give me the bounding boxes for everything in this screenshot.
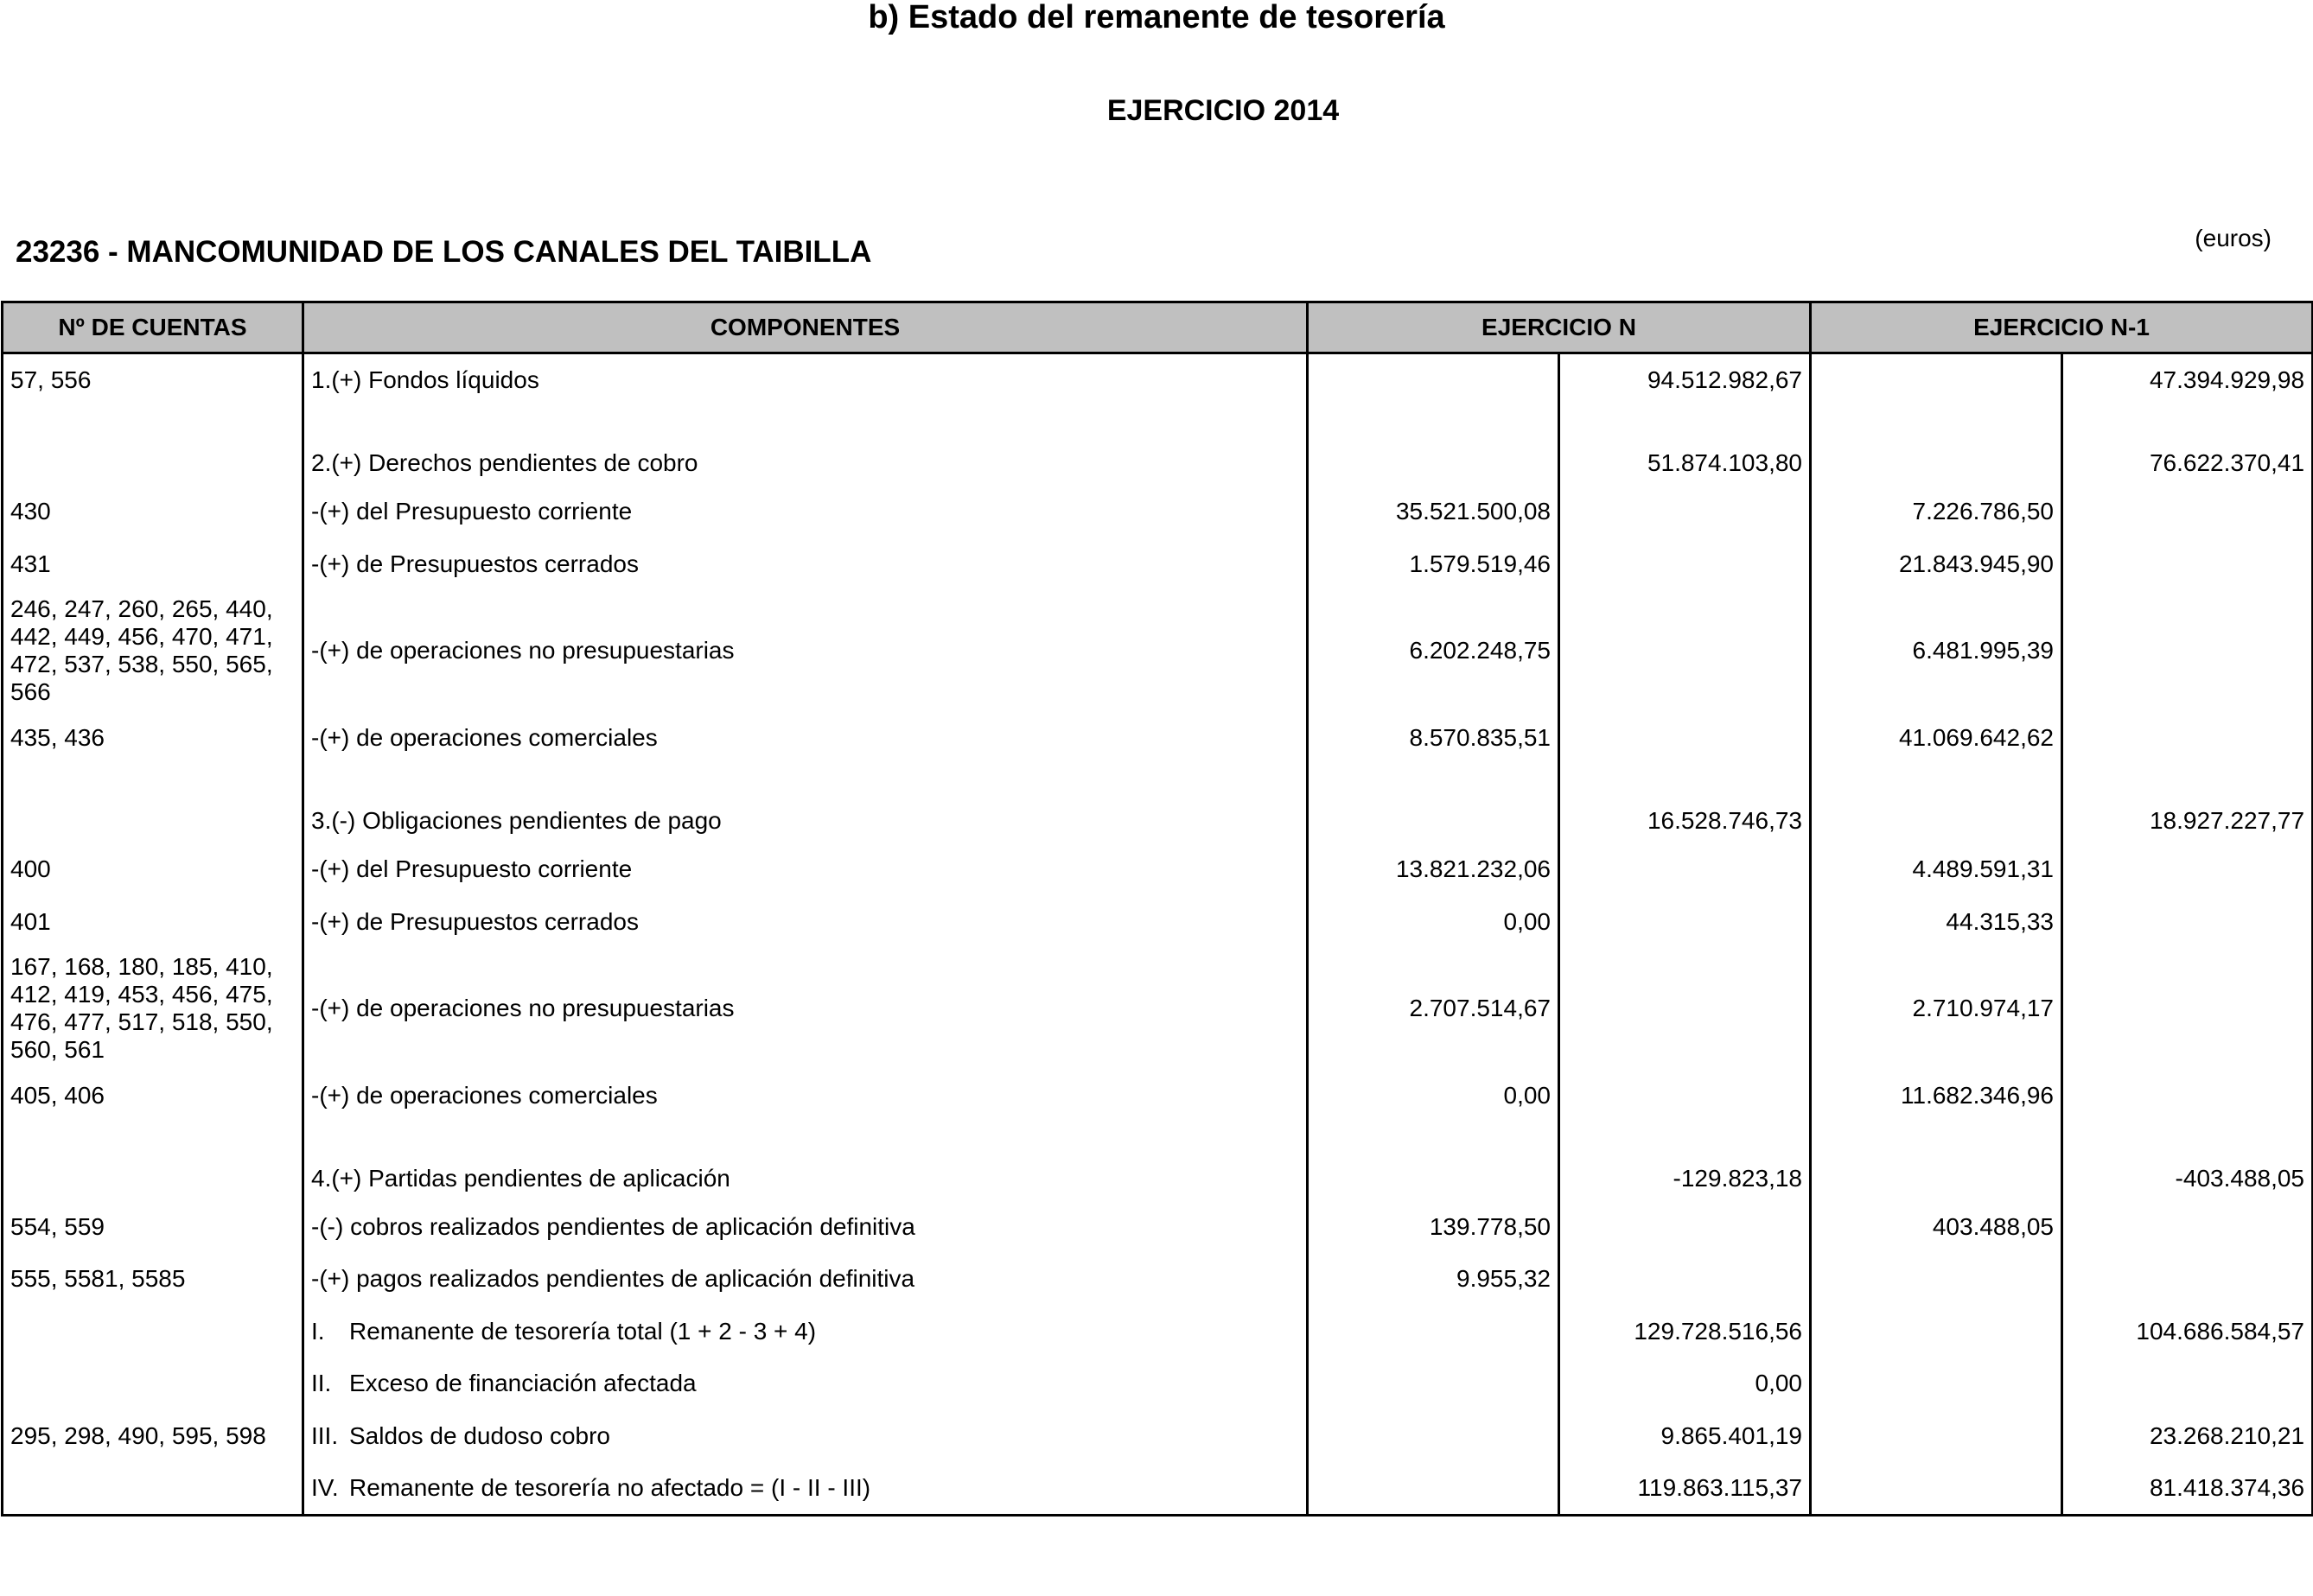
component-cell: 3.(-) Obligaciones pendientes de pago <box>303 764 1308 843</box>
roman-numeral: IV. <box>311 1474 339 1501</box>
accounts-cell: 400 <box>3 843 303 895</box>
table-row <box>3 537 2313 590</box>
year-n1-detail-cell: 44.315,33 <box>1811 895 2062 948</box>
accounts-cell <box>3 1358 303 1409</box>
year-n1-total-cell: 47.394.929,98 <box>2062 353 2313 407</box>
component-cell <box>303 1409 1308 1462</box>
table-row <box>3 1305 2313 1358</box>
year-n1-total-cell <box>2062 1253 2313 1305</box>
year-n1-detail-cell: 2.710.974,17 <box>1811 948 2062 1069</box>
year-n-total-cell: 51.874.103,80 <box>1559 406 1811 486</box>
accounts-cell: 401 <box>3 895 303 948</box>
year-n1-total-cell <box>2062 843 2313 895</box>
component-cell <box>303 1358 1308 1409</box>
accounts-cell <box>3 764 303 843</box>
accounts-cell <box>3 1305 303 1358</box>
accounts-cell: 57, 556 <box>3 353 303 407</box>
year-n-detail-cell <box>1308 1358 1559 1409</box>
table-row <box>3 1462 2313 1516</box>
table-row <box>3 895 2313 948</box>
table-row <box>3 1409 2313 1462</box>
year-n-total-cell <box>1559 711 1811 764</box>
year-n1-detail-cell: 6.481.995,39 <box>1811 590 2062 711</box>
entity-name: 23236 - MANCOMUNIDAD DE LOS CANALES DEL TAIBILLA <box>16 235 872 269</box>
year-n-total-cell <box>1559 486 1811 537</box>
year-n-total-cell: 129.728.516,56 <box>1559 1305 1811 1358</box>
year-n-detail-cell: 6.202.248,75 <box>1308 590 1559 711</box>
year-n1-detail-cell <box>1811 353 2062 407</box>
accounts-cell: 555, 5581, 5585 <box>3 1253 303 1305</box>
component-cell: -(+) de operaciones no presupuestarias <box>303 590 1308 711</box>
accounts-cell: 431 <box>3 537 303 590</box>
table-row <box>3 1358 2313 1409</box>
component-cell: -(+) de operaciones no presupuestarias <box>303 948 1308 1069</box>
year-n-detail-cell <box>1308 1409 1559 1462</box>
component-label: Remanente de tesorería no afectado = (I - II - III) <box>349 1474 871 1501</box>
year-n1-detail-cell <box>1811 1409 2062 1462</box>
year-n1-total-cell: 23.268.210,21 <box>2062 1409 2313 1462</box>
component-label: Saldos de dudoso cobro <box>349 1421 610 1449</box>
year-n-total-cell: 0,00 <box>1559 1358 1811 1409</box>
table-row <box>3 948 2313 1069</box>
year-n1-detail-cell <box>1811 1253 2062 1305</box>
year-n1-total-cell <box>2062 1069 2313 1122</box>
table-row <box>3 486 2313 537</box>
accounts-cell <box>3 1122 303 1201</box>
accounts-cell: 167, 168, 180, 185, 410, 412, 419, 453, 456, 475, 476, 477, 517, 518, 550, 560, 561 <box>3 948 303 1069</box>
year-n-detail-cell: 9.955,32 <box>1308 1253 1559 1305</box>
year-n-detail-cell <box>1308 764 1559 843</box>
table-row <box>3 1253 2313 1305</box>
year-n1-detail-cell <box>1811 1462 2062 1516</box>
year-n-total-cell: 9.865.401,19 <box>1559 1409 1811 1462</box>
year-n-detail-cell: 13.821.232,06 <box>1308 843 1559 895</box>
column-header-components: COMPONENTES <box>303 302 1308 353</box>
year-n-total-cell: 119.863.115,37 <box>1559 1462 1811 1516</box>
column-header-year-n-1: EJERCICIO N-1 <box>1811 302 2313 353</box>
table-row <box>3 764 2313 843</box>
table-row <box>3 1201 2313 1253</box>
page-title: b) Estado del remanente de tesorería <box>868 0 1445 35</box>
year-n1-detail-cell: 403.488,05 <box>1811 1201 2062 1253</box>
year-n-detail-cell: 0,00 <box>1308 1069 1559 1122</box>
component-cell: -(+) pagos realizados pendientes de aplicación definitiva <box>303 1253 1308 1305</box>
component-cell <box>303 1305 1308 1358</box>
year-n1-detail-cell: 21.843.945,90 <box>1811 537 2062 590</box>
year-n1-detail-cell <box>1811 1122 2062 1201</box>
roman-numeral: I. <box>311 1317 325 1345</box>
year-n-detail-cell: 0,00 <box>1308 895 1559 948</box>
year-n-total-cell <box>1559 1069 1811 1122</box>
year-n1-detail-cell <box>1811 764 2062 843</box>
component-cell: -(+) de Presupuestos cerrados <box>303 537 1308 590</box>
year-n1-total-cell <box>2062 537 2313 590</box>
component-cell: -(+) de Presupuestos cerrados <box>303 895 1308 948</box>
year-n-detail-cell: 2.707.514,67 <box>1308 948 1559 1069</box>
table-row <box>3 711 2313 764</box>
year-n-detail-cell: 8.570.835,51 <box>1308 711 1559 764</box>
table-row <box>3 1122 2313 1201</box>
year-n1-total-cell <box>2062 1358 2313 1409</box>
year-n-total-cell: 94.512.982,67 <box>1559 353 1811 407</box>
accounts-cell: 554, 559 <box>3 1201 303 1253</box>
table-row <box>3 353 2313 407</box>
year-n1-total-cell: 81.418.374,36 <box>2062 1462 2313 1516</box>
component-label: Remanente de tesorería total (1 + 2 - 3 + 4) <box>349 1317 817 1345</box>
table-row <box>3 1069 2313 1122</box>
column-header-accounts: Nº DE CUENTAS <box>3 302 303 353</box>
component-cell: -(+) de operaciones comerciales <box>303 711 1308 764</box>
year-n1-total-cell: 104.686.584,57 <box>2062 1305 2313 1358</box>
year-n-detail-cell <box>1308 1305 1559 1358</box>
year-n1-detail-cell <box>1811 406 2062 486</box>
roman-numeral: III. <box>311 1421 339 1449</box>
component-cell: -(+) del Presupuesto corriente <box>303 486 1308 537</box>
year-n1-detail-cell <box>1811 1305 2062 1358</box>
year-n1-total-cell <box>2062 486 2313 537</box>
year-n1-total-cell <box>2062 895 2313 948</box>
year-n-detail-cell <box>1308 1122 1559 1201</box>
year-n-detail-cell: 139.778,50 <box>1308 1201 1559 1253</box>
component-cell: -(-) cobros realizados pendientes de aplicación definitiva <box>303 1201 1308 1253</box>
component-cell: 1.(+) Fondos líquidos <box>303 353 1308 407</box>
component-cell: -(+) de operaciones comerciales <box>303 1069 1308 1122</box>
accounts-cell <box>3 406 303 486</box>
year-n-total-cell <box>1559 590 1811 711</box>
year-n-total-cell <box>1559 843 1811 895</box>
accounts-cell: 246, 247, 260, 265, 440, 442, 449, 456, 470, 471, 472, 537, 538, 550, 565, 566 <box>3 590 303 711</box>
accounts-cell: 430 <box>3 486 303 537</box>
accounts-cell: 405, 406 <box>3 1069 303 1122</box>
component-label: Exceso de financiación afectada <box>349 1370 697 1396</box>
year-n1-detail-cell: 11.682.346,96 <box>1811 1069 2062 1122</box>
year-n-detail-cell <box>1308 406 1559 486</box>
year-n-total-cell: -129.823,18 <box>1559 1122 1811 1201</box>
year-n-total-cell: 16.528.746,73 <box>1559 764 1811 843</box>
table-row <box>3 406 2313 486</box>
table-row <box>3 843 2313 895</box>
year-n-total-cell <box>1559 895 1811 948</box>
year-n1-total-cell: 76.622.370,41 <box>2062 406 2313 486</box>
component-cell: -(+) del Presupuesto corriente <box>303 843 1308 895</box>
table-row <box>3 590 2313 711</box>
year-n-detail-cell: 35.521.500,08 <box>1308 486 1559 537</box>
accounts-cell <box>3 1462 303 1516</box>
year-n1-detail-cell: 7.226.786,50 <box>1811 486 2062 537</box>
roman-numeral: II. <box>311 1370 332 1396</box>
year-n1-total-cell <box>2062 590 2313 711</box>
year-n1-detail-cell: 4.489.591,31 <box>1811 843 2062 895</box>
treasury-remainder-table <box>1 301 2313 1517</box>
year-n-detail-cell <box>1308 1462 1559 1516</box>
year-n1-total-cell <box>2062 711 2313 764</box>
year-n-detail-cell <box>1308 353 1559 407</box>
currency-units: (euros) <box>2195 225 2272 251</box>
column-header-year-n: EJERCICIO N <box>1308 302 1811 353</box>
year-n-detail-cell: 1.579.519,46 <box>1308 537 1559 590</box>
year-n1-detail-cell <box>1811 1358 2062 1409</box>
component-cell: 2.(+) Derechos pendientes de cobro <box>303 406 1308 486</box>
accounts-cell: 435, 436 <box>3 711 303 764</box>
year-n1-total-cell: -403.488,05 <box>2062 1122 2313 1201</box>
year-n1-total-cell: 18.927.227,77 <box>2062 764 2313 843</box>
year-n-total-cell <box>1559 1253 1811 1305</box>
component-cell: 4.(+) Partidas pendientes de aplicación <box>303 1122 1308 1201</box>
year-n-total-cell <box>1559 1201 1811 1253</box>
year-n1-detail-cell: 41.069.642,62 <box>1811 711 2062 764</box>
fiscal-year-heading: EJERCICIO 2014 <box>1106 94 1340 127</box>
component-cell <box>303 1462 1308 1516</box>
year-n1-total-cell <box>2062 1201 2313 1253</box>
year-n1-total-cell <box>2062 948 2313 1069</box>
accounts-cell: 295, 298, 490, 595, 598 <box>3 1409 303 1462</box>
year-n-total-cell <box>1559 537 1811 590</box>
year-n-total-cell <box>1559 948 1811 1069</box>
